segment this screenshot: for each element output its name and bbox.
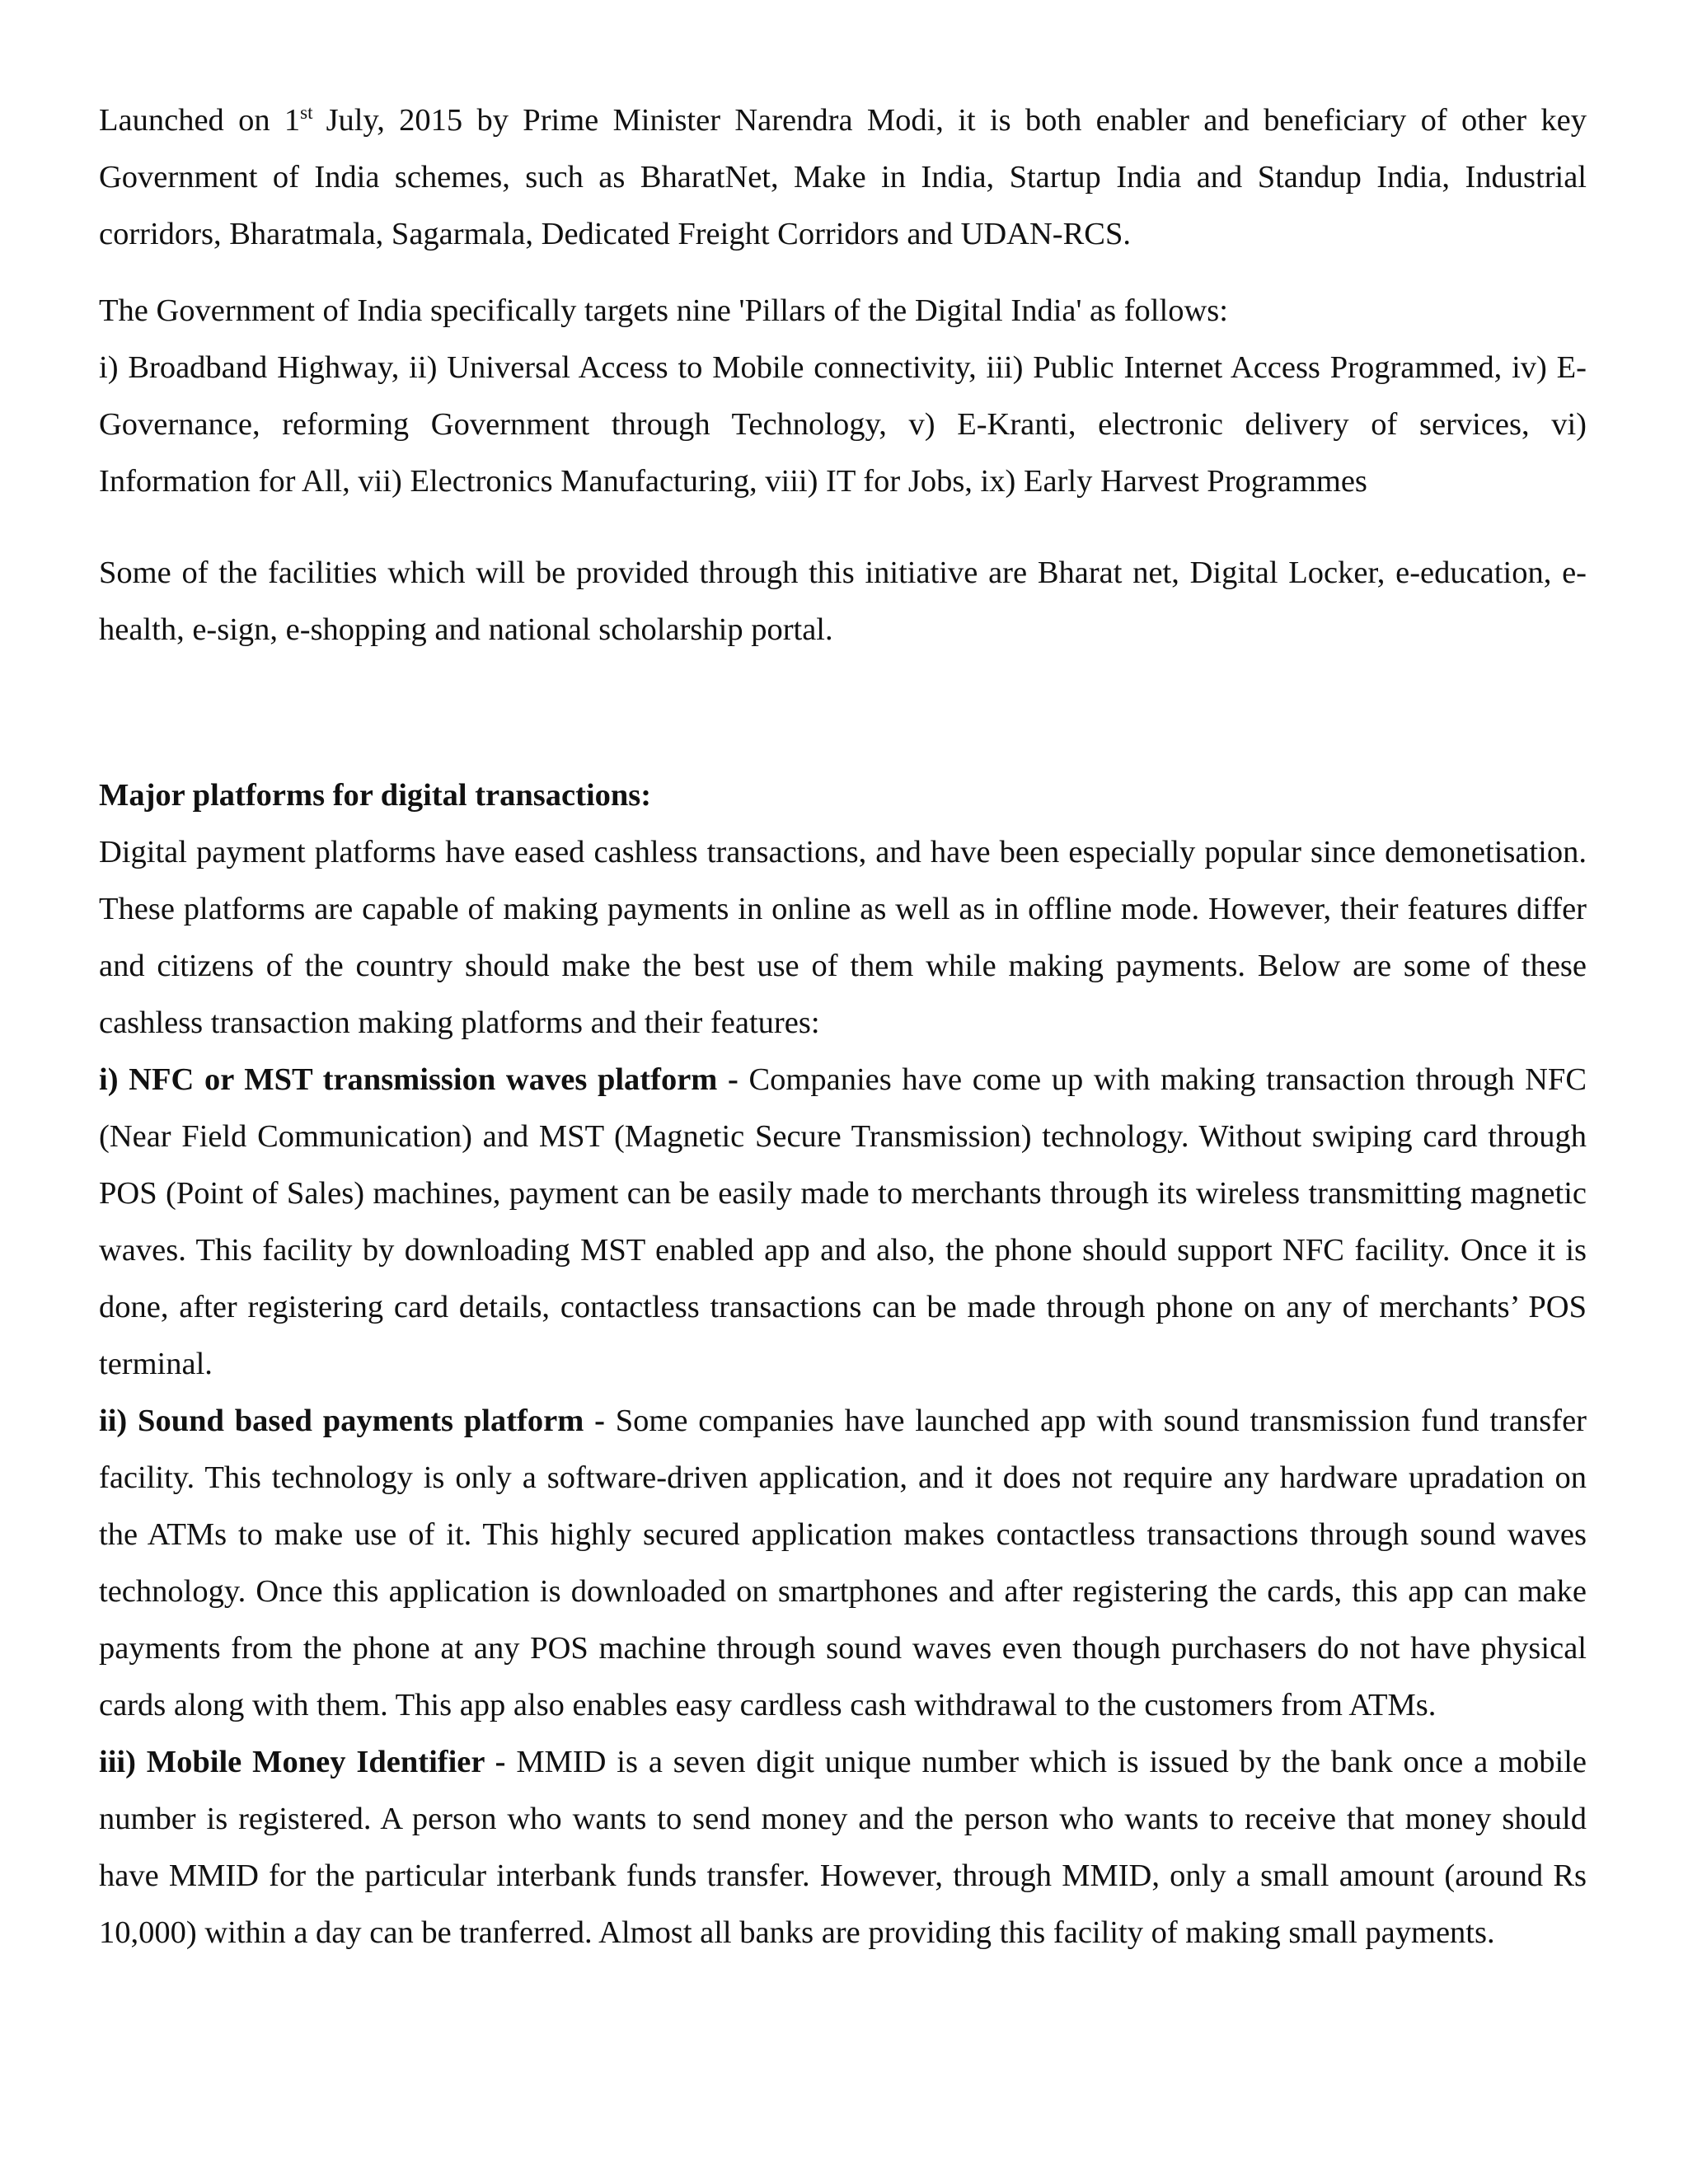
document-page: [99, 92, 1587, 1961]
pillars-list: i) Broadband Highway, ii) Universal Access to Mobile connectivity, iii) Public Internet Access Programmed, iv) E-Governance, reforming Government through Technology, v) E-Kranti, electronic delivery of services, vi) Information for All, vii) Electronics Manufacturing, viii) IT for Jobs, ix) Early Harvest Programmes: [99, 350, 1587, 499]
section-heading: Major platforms for digital transactions:: [99, 778, 652, 813]
platform-item-mmid: [99, 1734, 1587, 1961]
launch-text-start: Launched on 1: [99, 103, 301, 138]
ordinal-suffix: st: [300, 101, 313, 124]
platform-item-body: Some companies have launched app with sound transmission fund transfer facility. This technology is only a software-driven application, and it does not require any hardware upradation on the ATMs to make use of it. This highly secured application makes contactless transactions through sound waves technology. Once this application is downloaded on smartphones and after registering the cards, this app can make payments from the phone at any POS machine through sound waves even though purchasers do not have physical cards along with them. This app also enables easy cardless cash withdrawal to the customers from ATMs.: [99, 1404, 1587, 1722]
platform-item-title: ii) Sound based payments platform -: [99, 1404, 616, 1438]
launch-text-rest: July, 2015 by Prime Minister Narendra Modi, it is both enabler and beneficiary of other key Government of India schemes, such as BharatNet, Make in India, Startup India and Standup India, Industrial corridors, Bharatmala, Sagarmala, Dedicated Freight Corridors and UDAN-RCS.: [99, 103, 1587, 251]
platform-item-body: Companies have come up with making transaction through NFC (Near Field Communication) and MST (Magnetic Secure Transmission) technology. Without swiping card through POS (Point of Sales) machines, payment can be easily made to merchants through its wireless transmitting magnetic waves. This facility by downloading MST enabled app and also, the phone should support NFC facility. Once it is done, after registering card details, contactless transactions can be made through phone on any of merchants’ POS terminal.: [99, 1062, 1587, 1381]
platform-item-title: iii) Mobile Money Identifier -: [99, 1745, 517, 1779]
platform-item-body: MMID is a seven digit unique number which is issued by the bank once a mobile number is registered. A person who wants to send money and the person who wants to receive that money should have MMID for the particular interbank funds transfer. However, through MMID, only a small amount (around Rs 10,000) within a day can be tranferred. Almost all banks are providing this facility of making small payments.: [99, 1745, 1587, 1950]
intro-paragraph-facilities: Some of the facilities which will be provided through this initiative are Bharat net, Digital Locker, e-education, e-health, e-sign, e-shopping and national scholarship portal.: [99, 555, 1587, 647]
platform-item-title: i) NFC or MST transmission waves platform -: [99, 1062, 749, 1097]
platforms-intro-paragraph: Digital payment platforms have eased cashless transactions, and have been especially popular since demonetisation. These platforms are capable of making payments in online as well as in offline mode. However, their features differ and citizens of the country should make the best use of them while making payments. Below are some of these cashless transaction making platforms and their features:: [99, 835, 1587, 1040]
platform-item-nfc-mst: [99, 1052, 1587, 1393]
platform-item-sound: [99, 1393, 1587, 1734]
intro-paragraph-launch: [99, 92, 1587, 263]
intro-paragraph-pillars: The Government of India specifically targets nine 'Pillars of the Digital India' as follows:: [99, 293, 1228, 328]
